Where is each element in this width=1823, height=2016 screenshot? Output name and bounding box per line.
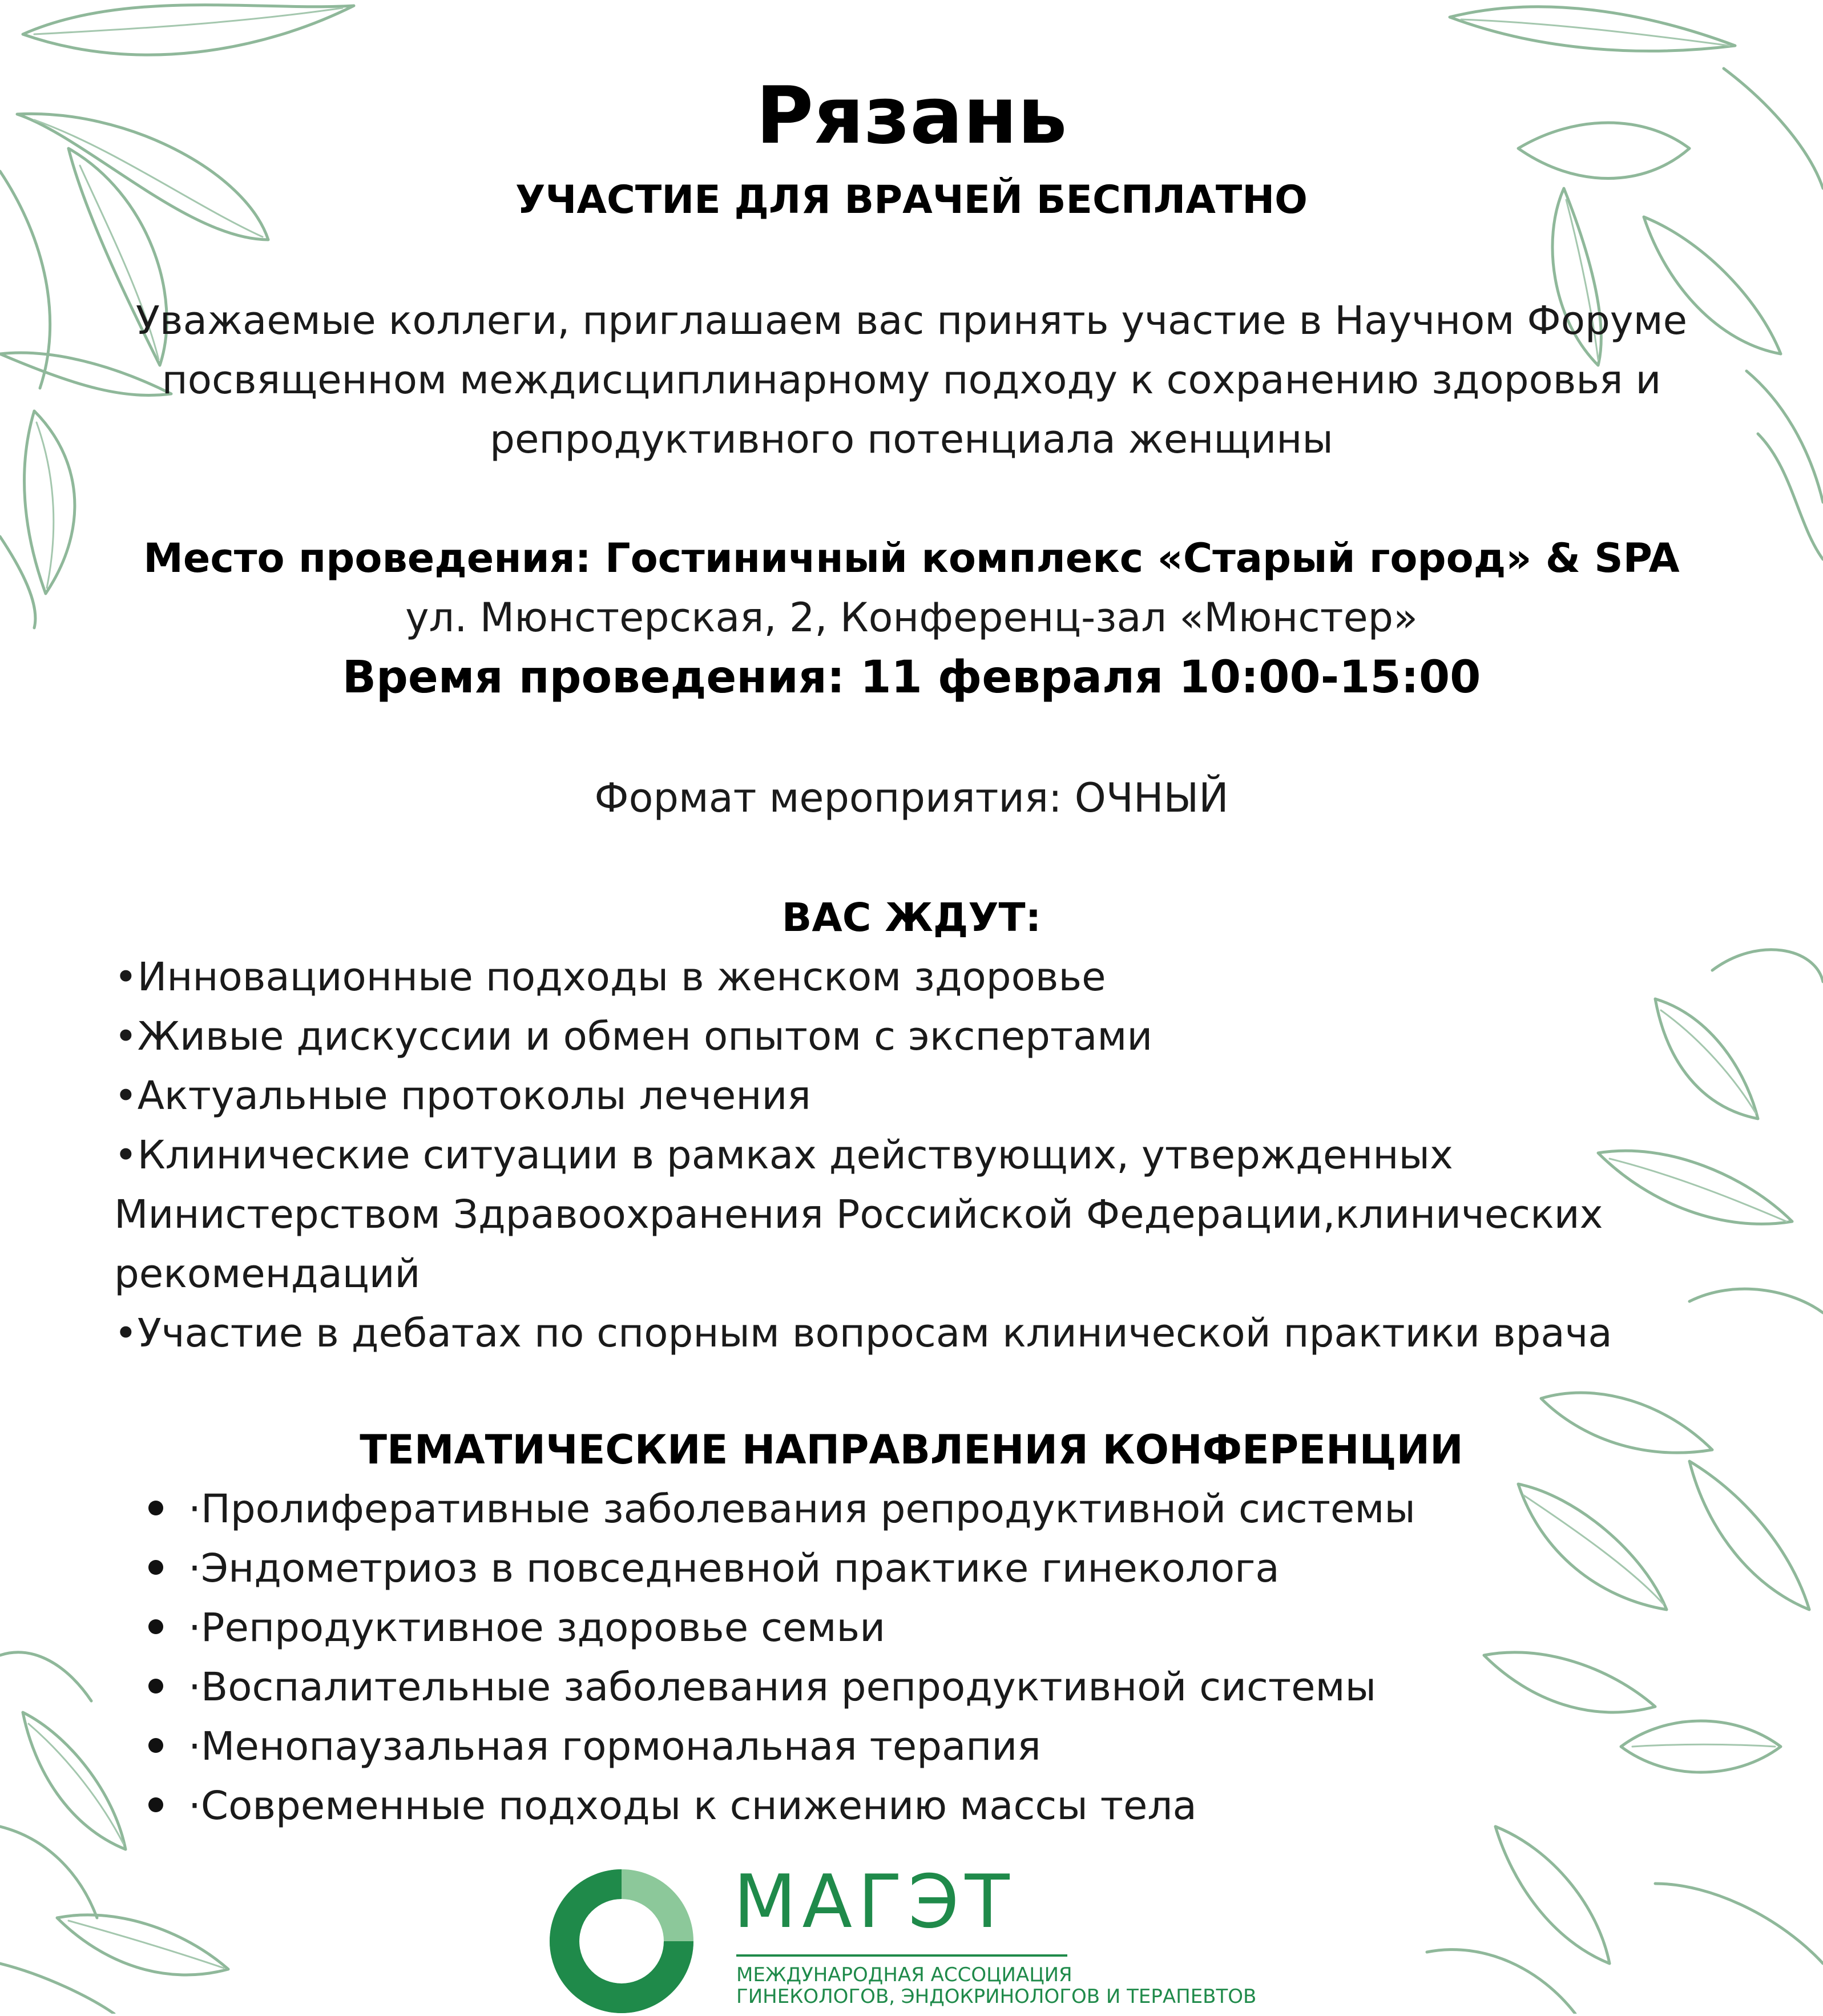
await-list-item: •Участие в дебатах по спорным вопросам клинической практики врача — [114, 1311, 1612, 1356]
bullet-icon — [148, 1797, 163, 1812]
bullet-icon — [148, 1501, 163, 1515]
topic-label: ·Современные подходы к снижению массы тела — [188, 1783, 1197, 1829]
topic-label: ·Пролиферативные заболевания репродуктивной системы — [188, 1486, 1415, 1532]
topic-item — [148, 1658, 1689, 1717]
await-list-item: Министерством Здравоохранения Российской Федерации,клинических — [114, 1192, 1603, 1237]
logo-divider — [736, 1954, 1067, 1957]
topic-label: ·Эндометриоз в повседневной практике гинеколога — [188, 1546, 1280, 1591]
bullet-icon — [148, 1560, 163, 1575]
topic-item — [148, 1598, 1689, 1658]
bullet-icon — [148, 1619, 163, 1634]
logo-name: МАГЭТ — [733, 1860, 1015, 1945]
bullet-icon — [148, 1738, 163, 1753]
topic-item — [148, 1539, 1689, 1598]
topic-label: ·Воспалительные заболевания репродуктивной системы — [188, 1664, 1377, 1710]
await-list-item: рекомендаций — [114, 1251, 421, 1297]
await-heading: ВАС ЖДУТ: — [781, 895, 1042, 941]
await-list-item: •Живые дискуссии и обмен опытом с экспертами — [114, 1014, 1153, 1059]
bullet-icon — [148, 1679, 163, 1694]
topic-label: ·Менопаузальная гормональная терапия — [188, 1724, 1041, 1769]
await-list-item: •Актуальные протоколы лечения — [114, 1073, 811, 1119]
topic-item — [148, 1479, 1689, 1539]
free-participation-banner: УЧАСТИЕ ДЛЯ ВРАЧЕЙ БЕСПЛАТНО — [515, 178, 1308, 223]
venue: Место проведения: Гостиничный комплекс «Старый город» & SPA — [143, 535, 1680, 582]
intro-line: посвященном междисциплинарному подходу к сохранению здоровья и — [162, 357, 1661, 403]
page-title: Рязань — [756, 70, 1067, 162]
logo-subtitle: ГИНЕКОЛОГОВ, ЭНДОКРИНОЛОГОВ И ТЕРАПЕВТОВ — [736, 1985, 1257, 2008]
topic-label: ·Репродуктивное здоровье семьи — [188, 1605, 886, 1651]
topic-item — [148, 1717, 1689, 1776]
await-list-item: •Клинические ситуации в рамках действующих, утвержденных — [114, 1132, 1453, 1178]
event-format: Формат мероприятия: ОЧНЫЙ — [594, 775, 1229, 821]
await-list-item: •Инновационные подходы в женском здоровье — [114, 954, 1106, 1000]
intro-line: Уважаемые коллеги, приглашаем вас принять участие в Научном Форуме — [135, 298, 1688, 344]
topics-heading: ТЕМАТИЧЕСКИЕ НАПРАВЛЕНИЯ КОНФЕРЕНЦИИ — [360, 1426, 1463, 1473]
topic-item — [148, 1776, 1689, 1836]
event-time: Время проведения: 11 февраля 10:00-15:00 — [342, 652, 1481, 703]
logo-subtitle: МЕЖДУНАРОДНАЯ АССОЦИАЦИЯ — [736, 1963, 1072, 1986]
logo-ring-icon — [547, 1866, 696, 2016]
address: ул. Мюнстерская, 2, Конференц-зал «Мюнстер» — [405, 594, 1418, 641]
intro-line: репродуктивного потенциала женщины — [490, 417, 1333, 462]
